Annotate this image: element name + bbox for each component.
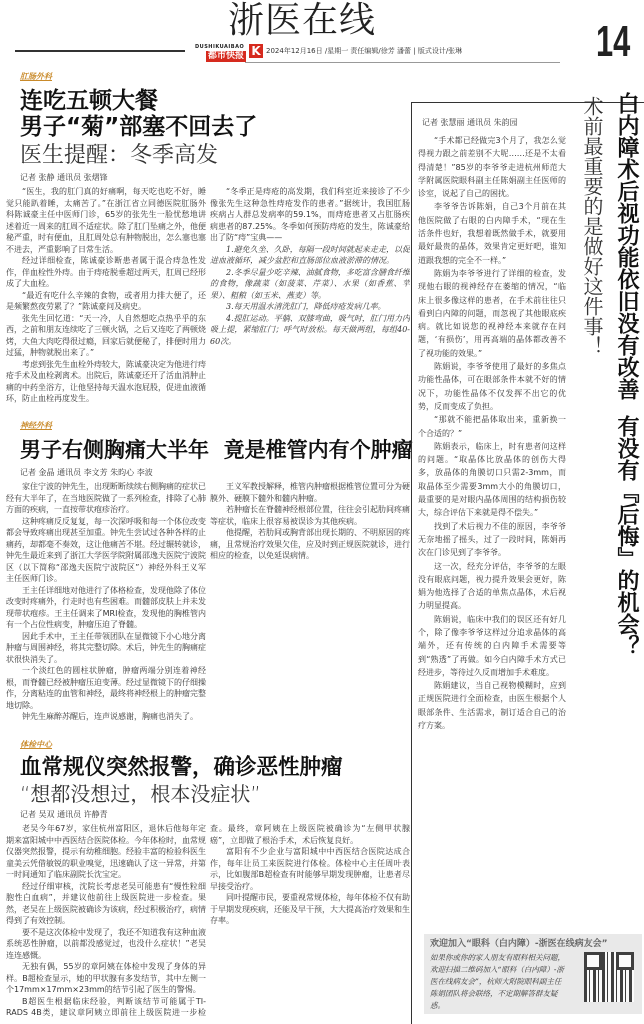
vertical-subhead: 术前最重要的是做好这件事！ [580,96,604,356]
byline: 记者 吴双 通讯员 许静青 [20,810,108,819]
article-body [6,186,410,416]
paragraph: 张先生回忆道：“天一冷，人自然想吃点热乎乎的东西，之前和朋友连续吃了三顿火锅，之后又连吃了两顿烧烤，大鱼大肉吃得很过瘾，回家后就便秘了，排便时用力过猛，肿物就脱出来了。” [6,313,206,357]
paragraph: 无独有偶，55岁的章阿姨在体检中发现了身体的异样。B超检查显示，她的甲状腺有多发结节，其中左侧一个17mm×17mm×23mm的结节引起了医生的警惕。 [6,962,206,994]
headline-line-2: 男子“菊”部塞不回去了 [20,114,258,141]
brand-english: DUSHIKUAIBAO [195,44,245,50]
paragraph: 陈娟说，临床中我们的误区还有好几个，除了像李爷爷这样过分追求晶体的高端外，还有传统的白内障手术需要等到“熟透”了再做。如今白内障手术方式已经进步，等待过久反而增加手术难度。 [418,614,566,677]
paragraph: “手术都已经做完3个月了，我怎么觉得视力跟之前差别不大呢……还是不太看得清楚！”85岁的李爷爷走进杭州师范大学附属医院眼科副主任陈娟副主任医师的诊室，说起了自己的困扰。 [418,136,566,199]
byline: 记者 金晶 通讯员 李文芳 朱昀心 李波 [20,468,153,477]
header-rule [15,50,185,52]
section-label: 神经外科 [20,421,52,430]
paragraph: 李爷爷告诉陈娟，自己3个月前在其他医院做了右眼的白内障手术，“现在生活条件也好，我想着既然做手术，就要用最好最贵的晶体，效果肯定更好吧，谁知道跟我想的完全不一样。” [418,202,566,265]
section-label: 体检中心 [20,740,52,749]
paragraph: “冬季正是痔疮的高发期，我们科室近来接诊了不少像张先生这种急性痔疮发作的患者。”据统计，我国肛肠疾病占人群总发病率的59.1%，而痔疮患者又占肛肠疾病患者的87.25%。冬季如何预防痔疮的发生，陈诚豪给出了防“痔”宝典—— [210,187,410,242]
paragraph: 一个淡红色的圆柱状肿瘤，肿瘤两端分别连着神经根，而脊髓已经被肿瘤压迫变薄。经过显微镜下的仔细操作，分离粘连的血管和神经，最终将神经根上的肿瘤完整地切除。 [6,666,206,710]
dateline: 2024年12月16日 /星期一 责任编辑/徐芳 潘蕾 | 版式设计/张琳 [266,47,463,55]
k-logo-icon: K [249,44,263,58]
paragraph: 富阳有不少企业与富阳城中中西医结合医院达成合作，每年让员工来医院进行体检。体检中心主任周叶表示，比如腹部B超检查有时能够早期发现肿瘤，让患者尽早接受治疗。 [210,847,410,891]
paragraph: 这一次，经充分评估，李爷爷的左眼没有眼底问题，视力提升效果会更好，陈娟为他选择了合适的单焦点晶体，术后视力明显提高。 [418,561,566,611]
headline [20,88,257,141]
paragraph: 王义军教授解释，椎管内肿瘤根据椎管位置可分为硬膜外、硬膜下髓外和髓内肿瘤。 [210,482,410,503]
paragraph: 这种疼痛反反复复，每一次深呼吸和每一个体位改变都会导致疼痛出现甚至加重。钟先生尝试过各种各样的止痛药，却都毫不奏效，这让他痛苦不堪。经过辗转就诊，钟先生最近来到了浙江大学医学院附属邵逸夫医院宁波院区（以下简称“邵逸夫医院宁波院区”）神经外科王义军主任医师门诊。 [6,516,206,583]
tip-item: 1.避免久坐、久卧，每隔一段时间就起来走走，以促进血液循环，减少盆腔和直肠部位血液淤滞的情况。 [210,244,410,265]
tip-item: 4.提肛运动。平躺、双膝弯曲，吸气时，肛门用力内吸上提，紧缩肛门；呼气时放松。每天做两组，每组40-60次。 [210,313,410,346]
vertical-headline: 白内障术后视功能依旧没有改善 有没有『后悔』的机会？ [614,92,639,658]
tip-item: 3.每天用温水清洗肛门，降低痔疮发病几率。 [226,302,386,311]
masthead: 浙医在线 [228,0,377,41]
article-body [6,481,410,734]
paragraph: 陈娟建议，当自己视物模糊时，应到正规医院进行全面检查，由医生根据个人眼部条件、生活需求，制订适合自己的治疗方案。 [418,681,566,731]
paragraph: B超医生根据临床经验，判断该结节可能属于TI-RADS 4B类，建议章阿姨立即前往上级医院进一步检查。最终，章阿姨在上级医院被确诊为“左侧甲状腺癌”，立即做了根治手术，术后恢复良好。 [6,824,410,1017]
paragraph: 找到了术后视力不佳的原因，李爷爷无奈地摇了摇头，过了一段时间，陈娟再次在门诊见到了李爷爷。 [418,521,566,558]
paragraph: 经过详细检查，陈诚豪诊断患者属于混合痔急性发作，伴血栓性外痔。由于痔疮脱垂超过两天，肛周已经形成了大血栓。 [6,256,206,288]
paragraph: 同叶提醒市民，要重视常规体检，每年体检不仅有助于早期发现疾病，还能及早干预，大大提高治疗效果和生存率。 [210,893,410,925]
promo-title: 欢迎加入“眼科（白内障）-浙医在线病友会” [430,939,608,949]
paragraph: 钟先生麻醉苏醒后，连声说感谢，胸痛也消失了。 [22,712,198,721]
subhead: “想都没想过，根本没症状” [20,782,261,806]
headline: 血常规仪突然报警，确诊恶性肿瘤 [20,755,343,780]
headline: 男子右侧胸痛大半年 竟是椎管内有个肿瘤 [20,438,413,462]
paragraph: 因此手术中，王主任带领团队在显微镜下小心地分离肿瘤与周围神经，将其完整切除。术后，钟先生的胸痛症状很快消失了。 [6,631,206,664]
paragraph: 老吴今年67岁，家住杭州富阳区，退休后他每年定期来富阳城中中西医结合医院体检。今年体检时，血常规仪器突然报警，提示有幼稚细胞。经验丰富的检验科医生童美云凭借敏锐的职业嗅觉，迅速确认了这一异常，并第一时间通知了临床副院长沈宝定。 [6,824,206,879]
article-body [6,823,410,1022]
tip-item: 2.冬季尽量少吃辛辣、油腻食物，多吃富含膳食纤维的食物，像蔬菜（如菠菜、芹菜）、水果（如香蕉、苹果）、粗粮（如玉米、燕麦）等。 [210,267,410,300]
byline: 记者 张静 通讯员 张熠锋 [20,173,108,182]
paragraph: 王主任详细地对他进行了体格检查，发现他除了体位改变时疼痛外，行走时也有些困难。而髓部皮肤上并未发现带状疱疹。王主任调来了MRI检查，发现他的胸椎管内有一个占位性病变，肿瘤压迫了脊髓。 [6,585,206,629]
subhead: 医生提醒：冬季高发 [20,143,219,168]
paragraph: 要不是这次体检中发现了，我还不知道我有这种血液系统恶性肿瘤，以前都没感觉过，也没什么症状！”老吴连连感慨。 [6,927,206,960]
paragraph: 考虑到张先生血栓外痔较大，陈诚豪决定为他进行痔疮手术及血栓剥离术。出院后，陈诚豪还开了活血消肿止痛的中药坐浴方，让他坚持每天温水泡屁股，促进血液循环，防止血栓再度发生。 [6,359,206,403]
section-label: 肛肠外科 [20,72,52,81]
paragraph: 若肿瘤长在脊髓神经根部位置，往往会引起肋间疼痛等症状，临床上很容易被误诊为其他疾病。 [210,505,410,526]
brand-logo: 都市快报 [208,51,245,61]
paragraph: 陈娟表示，临床上，时有患者问这样的问题。“取晶体比放晶体的创伤大得多，放晶体的角膜切口只需2-3mm，而取晶体至少需要3mm大小的角膜切口，最重要的是对眼内晶体周围的结构损伤较大，综合评估下来就是得不偿失。” [418,441,566,518]
headline-line-1: 连吃五顿大餐 [20,88,158,114]
paragraph: 陈娟说，李爷爷使用了最好的多焦点功能性晶体，可在眼部条件本就不好的情况下，功能性晶体不仅发挥不出它的优势，反而变成了负担。 [418,362,566,411]
promo-body: 如果你或你的家人朋友有眼科相关问题，欢迎扫描二维码加入“眼科（白内障）-浙医在线病友会”，杭师大附院眼科副主任陈娟团队将会联络，不定期解答群友疑惑。 [430,953,565,1010]
paragraph: “医生，我的肛门真的好痛啊，每天吃也吃不好，睡觉只能趴着睡，太痛苦了。”在浙江省立同德医院肛肠外科陈诚豪主任中医师门诊，65岁的张先生一脸忧愁地讲述着近一周来的肛周不适症状。除了肛门坠痛之外，他便秘严重，时有便血，且肛周处总有肿物脱出，怎么塞也塞不进去，严重影响了日常生活。 [6,187,206,254]
page-number: 14 [596,17,631,66]
paragraph: 他提醒，若肋间或胸背部出现长期的、不明原因的疼痛，且常规治疗效果欠佳，应及时到正规医院就诊，进行相应的检查，以免延误病情。 [210,528,410,560]
promo-box [424,934,642,1014]
paragraph: 经过仔细审核，沈院长考虑老吴可能患有“慢性粒细胞性白血病”，并建议他前往上级医院进一步检查。果然，老吴在上级医院被确诊为该病，经过积极治疗，病情得到了有效控制。 [6,881,206,925]
article-body [418,134,566,929]
paragraph: “最近有吃什么辛辣的食物，或者用力排大便了，还是频繁熬夜劳累了？”陈诚豪问及病史。 [6,290,206,311]
dateline-rule [245,62,560,63]
paragraph: 陈娟为李爷爷进行了详细的检查，发现他右眼的视神经存在萎缩的情况，“临床上很多像这样的患者，在手术前往往只看到白内障的问题，而忽视了其他眼底疾病。就比如说您的视神经本来就存在问题，‘有损伤’，用再高端的晶体都改善不了视功能的效果。” [418,268,566,358]
paragraph: “那就不能把晶体取出来，重新换一个合适的？” [418,415,566,438]
byline: 记者 张慧丽 通讯员 朱韵园 [422,118,518,127]
qr-code-icon[interactable] [584,952,634,1002]
paragraph: 家住宁波的钟先生，出现断断续续右侧胸痛的症状已经有大半年了，在当地医院做了一系列检查，排除了心肺方面的疾病，一直按带状疱疹治疗。 [6,482,206,514]
